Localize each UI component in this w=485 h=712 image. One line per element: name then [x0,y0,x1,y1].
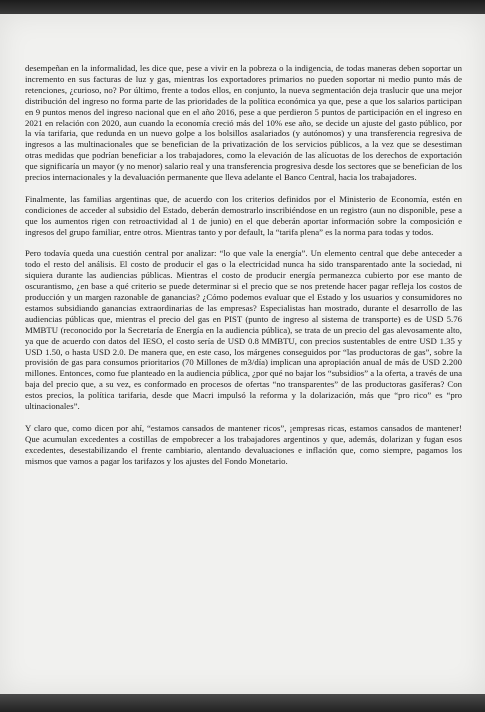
paragraph-2: Finalmente, las familias argentinas que, de acuerdo con los criterios definidos por el Ministerio de Economía, estén en condiciones de acceder al subsidio del Estado, deberán demostrarlo inscribiéndose en un registro (aun no disponible, pese a que los aumentos rigen con retroactividad al 1 de junio) en el que deberán aportar información sobre la composición e ingresos del grupo familiar, entre otros. Mientras tanto y por default, la “tarifa plena” es la norma para todas y todos. [25,193,462,237]
document-page [0,14,485,694]
top-edge [0,0,485,14]
paragraph-1: desempeñan en la informalidad, les dice que, pese a vivir en la pobreza o la indigencia, de todas maneras deben soportar un incremento en sus facturas de luz y gas, mientras los exportadores primarios no pueden soportar ni medio punto más de retenciones, ¿curioso, no? Por último, frente a todos ellos, en conjunto, la nueva segmentación deja traslucir que una mejor distribución del ingreso no forma parte de las prioridades de la política económica ya que, pese a que los salarios participan en 9 puntos menos del ingreso nacional que en el año 2016, pese a que perdieron 5 puntos de participación en el ingreso en 2021 en relación con 2020, aun cuando la economía creció más del 10% ese año, se decide un ajuste del gasto público, por la vía tarifaria, que redunda en un nuevo golpe a los bolsillos asalariados (y autónomos) y una transferencia regresiva de ingresos a las multinacionales que se benefician de la privatización de los servicios públicos, a la vez que se desestiman otras medidas que podrían beneficiar a los trabajadores, como la elevación de las alícuotas de los derechos de exportación que significaría un mayor (y no menor) salario real y una transferencia progresiva desde los sectores que se benefician de los precios internacionales y la devaluación permanente que lleva adelante el Banco Central, hacia los trabajadores. [25,63,462,183]
paragraph-4: Y claro que, como dicen por ahí, “estamos cansados de mantener ricos”, ¡empresas ricas, estamos cansados de mantener! Que acumulan excedentes a costillas de empobrecer a los trabajadores argentinos y que, además, dolarizan y fugan esos excedentes, desestabilizando el frente cambiario, alentando devaluaciones e inflación que, como siempre, pagamos los mismos que vamos a pagar los tarifazos y los ajustes del Fondo Monetario. [25,422,462,466]
paragraph-3: Pero todavía queda una cuestión central por analizar: “lo que vale la energía”. Un elemento central que debe anteceder a todo el resto del análisis. El costo de producir el gas o la electricidad nunca ha sido transparentado ante la sociedad, ni siquiera durante las audiencias públicas. Mientras el costo de producir energía permanezca cubierto por ese manto de oscurantismo, ¿en base a qué criterio se puede determinar si el precio que se nos pretende hacer pagar refleja los costos de producción y un margen razonable de ganancias? ¿Cómo podemos evaluar que el Estado y los usuarios y consumidores no estamos subsidiando ganancias extraordinarias de las empresas? Especialistas han mostrado, durante el desarrollo de las audiencias públicas que, mientras el precio del gas en PIST (punto de ingreso al sistema de transporte) es de USD 5.76 MMBTU (reconocido por la Secretaría de Energía en la audiencia pública), se trata de un precio del gas alevosamente alto, ya que de acuerdo con datos del IESO, el costo sería de USD 0.8 MMBTU, con precios sustentables de entre USD 1.35 y USD 1.50, o hasta USD 2.0. De manera que, en este caso, los márgenes conseguidos por “las productoras de gas”, sobre la provisión de gas para consumos prioritarios (70 Millones de m3/día) implican una apropiación anual de más de USD 2.200 millones. Entonces, como fue planteado en la audiencia pública, ¿por qué no bajar los “subsidios” a la oferta, a través de una baja del precio que, a su vez, es conformado en procesos de ofertas “no transparentes” de las productoras gasíferas? Con estos precios, la política tarifaria, desde que Macri impulsó la reforma y la dolarización, más que “pro rico” es “pro ultinacionales”. [25,248,462,412]
document-body [25,63,462,477]
bottom-edge [0,694,485,712]
